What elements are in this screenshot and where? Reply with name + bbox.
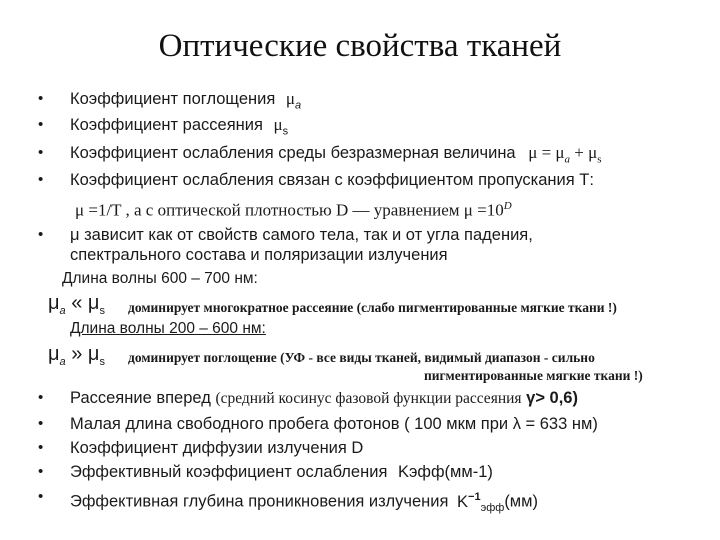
range1-relation xyxy=(48,292,105,317)
bullet-attenuation xyxy=(70,143,602,169)
bullet-extra: (средний косинус фазовой функции рассеяния xyxy=(215,390,522,407)
bullet-text: Эффективный коэффициент ослабления xyxy=(70,463,388,481)
bullet-forward-scattering xyxy=(70,388,578,409)
mu-subscript: a xyxy=(294,99,302,112)
bullet-marker: • xyxy=(38,171,44,188)
bullet-text: Коэффициент рассеяния xyxy=(70,116,263,134)
k-sub: эфф xyxy=(480,501,505,514)
density-formula xyxy=(75,196,512,221)
bullet-absorption xyxy=(70,89,301,115)
rel-b-sub: s xyxy=(99,305,105,317)
bullet-marker: • xyxy=(38,463,44,480)
formula-left: μ = μ xyxy=(528,143,565,162)
bullet-free-path: Малая длина свободного пробега фотонов ( 100 мкм при λ = 633 нм) xyxy=(70,415,598,433)
bullet-effective-attenuation xyxy=(70,462,493,482)
bullet-extra: Kэфф(мм-1) xyxy=(397,463,493,481)
bullet-marker: • xyxy=(38,439,44,456)
slide-title: Оптические свойства тканей xyxy=(158,28,562,64)
formula-sub-s: s xyxy=(597,153,602,166)
range1-label: Длина волны 600 – 700 нм: xyxy=(62,270,258,287)
bullet-marker: • xyxy=(38,116,44,133)
range2-label: Длина волны 200 – 600 нм: xyxy=(70,320,266,337)
bullet-text: Рассеяние вперед xyxy=(70,389,211,407)
bullet-marker: • xyxy=(38,488,44,505)
bullet-marker: • xyxy=(38,90,44,107)
mu-depends-line1: μ зависит как от свойств самого тела, так и от угла падения, xyxy=(70,226,533,244)
mu-depends-line2: спектрального состава и поляризации излучения xyxy=(70,246,448,264)
formula-right: + μ xyxy=(570,143,598,162)
mu-subscript: s xyxy=(282,125,289,138)
k-unit: (мм) xyxy=(504,492,538,511)
bullet-marker: • xyxy=(38,415,44,432)
bullet-marker: • xyxy=(38,144,44,161)
bullet-text: Эффективная глубина проникновения излучения xyxy=(70,492,449,511)
bullet-text: Коэффициент поглощения xyxy=(70,90,276,108)
rel-b: μ xyxy=(87,292,100,314)
range2-relation xyxy=(48,343,105,368)
density-formula-sup: D xyxy=(503,200,512,212)
mu-symbol: μ xyxy=(285,89,295,108)
k-symbol: K xyxy=(457,492,469,511)
rel-op: « xyxy=(65,292,88,314)
formula-sub-a: a xyxy=(564,153,571,166)
bullet-marker: • xyxy=(38,389,44,406)
bullet-text: Коэффициент ослабления среды безразмерная величина xyxy=(70,144,516,162)
rel-b: μ xyxy=(87,343,100,365)
bullet-penetration-depth xyxy=(70,487,538,518)
rel-a: μ xyxy=(48,343,60,365)
bullet-diffusion: Коэффициент диффузии излучения D xyxy=(70,439,364,457)
range2-note-line1: доминирует поглощение (УФ - все виды тканей, видимый диапазон - сильно xyxy=(128,350,595,365)
mu-symbol: μ xyxy=(273,115,283,134)
rel-b-sub: s xyxy=(99,356,105,368)
formula xyxy=(528,143,602,166)
rel-a-sub: a xyxy=(59,356,66,368)
bullet-scattering xyxy=(70,115,288,141)
range1-note: доминирует многократное рассеяние (слабо пигментированные мягкие ткани !) xyxy=(128,300,617,315)
gamma-value: γ> 0,6) xyxy=(526,389,578,407)
rel-op: » xyxy=(65,343,88,365)
range2-note-line2: пигментированные мягкие ткани !) xyxy=(424,368,643,383)
rel-a-sub: a xyxy=(59,305,66,317)
bullet-transmission: Коэффициент ослабления связан с коэффициентом пропускания Т: xyxy=(70,171,594,189)
bullet-marker: • xyxy=(38,226,44,243)
rel-a: μ xyxy=(48,292,60,314)
density-formula-text: μ =1/T , а с оптической плотностью D — уравнением μ =10 xyxy=(75,200,504,220)
k-sup: −1 xyxy=(468,491,481,503)
